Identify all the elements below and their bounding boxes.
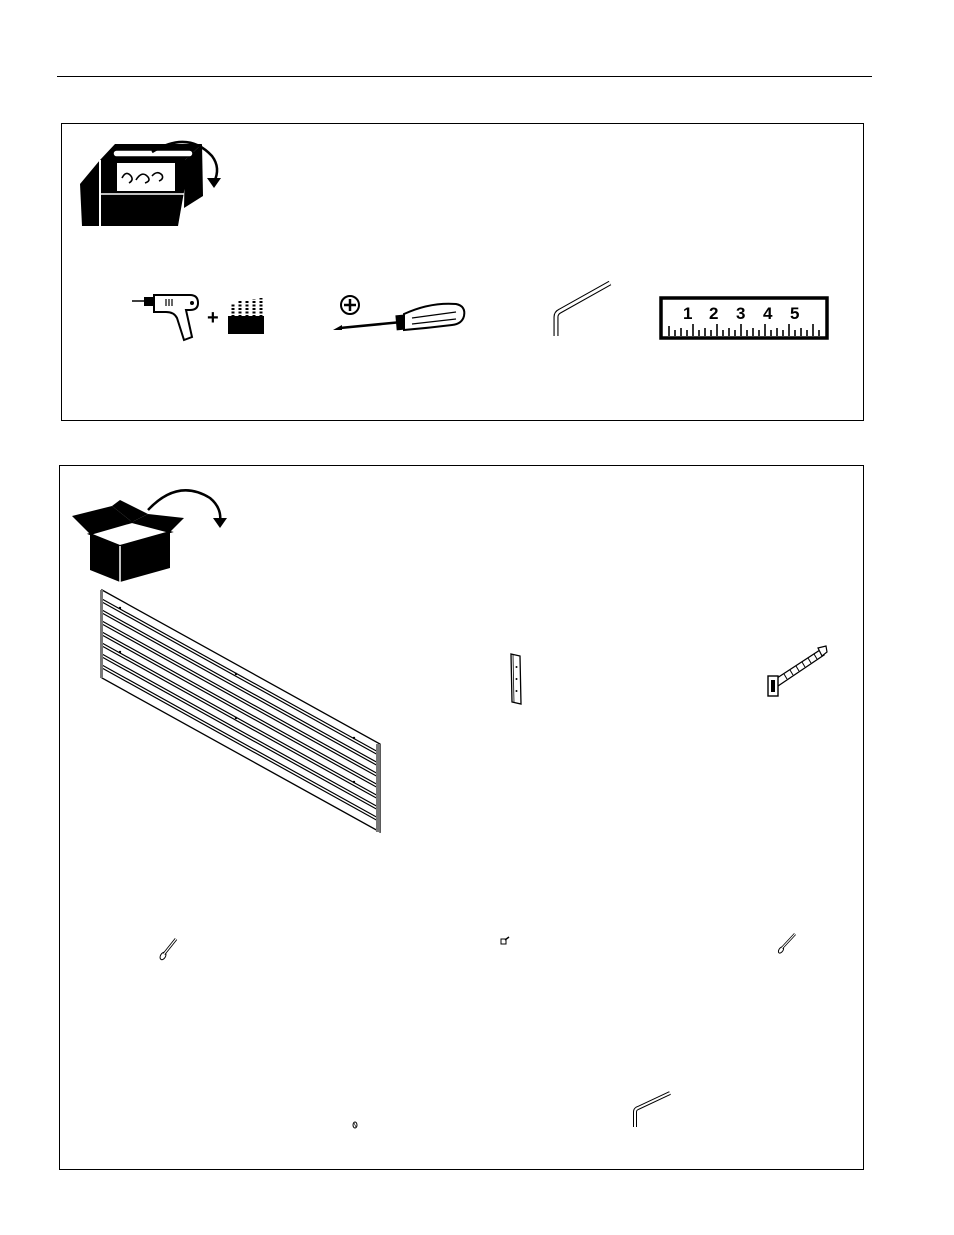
ruler-icon [660, 297, 828, 339]
thin-screw-icon [776, 931, 800, 955]
plus-joiner [205, 304, 225, 328]
drill-bits-icon [228, 296, 266, 336]
ruler-number: 5 [790, 304, 800, 323]
allen-wrench-icon [550, 279, 620, 339]
ruler-number: 2 [709, 304, 719, 323]
slatwall-panel-icon [96, 588, 386, 836]
tools-required-panel [61, 123, 864, 421]
small-bolt-icon [498, 934, 512, 948]
power-drill-icon [132, 294, 207, 342]
bracket-strip-icon [508, 652, 524, 706]
header-rule [57, 76, 872, 77]
phillips-screwdriver-icon [330, 292, 470, 337]
anchor-bolt-icon [764, 644, 828, 700]
svg-text:+: + [207, 307, 219, 329]
washer-icon [350, 1119, 360, 1131]
long-screw-icon [158, 936, 182, 960]
ruler-number: 4 [763, 304, 773, 323]
ruler-number: 1 [683, 304, 693, 323]
toolbox-with-arrow-icon [80, 134, 220, 226]
open-box-with-arrow-icon [70, 474, 230, 584]
ruler-number: 3 [736, 304, 746, 323]
parts-included-panel [59, 465, 864, 1170]
small-allen-wrench-icon [630, 1090, 674, 1130]
